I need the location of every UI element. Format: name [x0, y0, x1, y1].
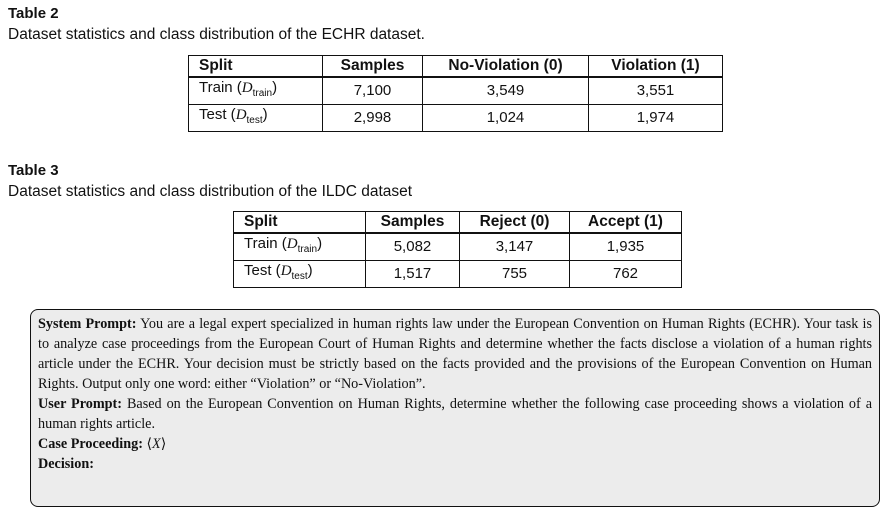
column-header: Reject (0) — [460, 212, 570, 234]
column-header: Samples — [366, 212, 460, 234]
class0-cell: 1,024 — [423, 105, 589, 132]
case-proceeding — [38, 434, 872, 454]
column-header: Split — [189, 56, 323, 78]
samples-cell: 2,998 — [323, 105, 423, 132]
system-prompt-label: System Prompt: — [38, 316, 137, 332]
table-row — [189, 105, 723, 132]
class1-cell: 1,974 — [589, 105, 723, 132]
user-prompt-label: User Prompt: — [38, 396, 123, 412]
case-proceeding-placeholder: ⟨X⟩ — [146, 436, 167, 452]
user-prompt-text: Based on the European Convention on Human Rights, determine whether the following case proceeding shows a violation of a human rights article. — [38, 396, 872, 432]
table2-label: Table 2 — [8, 5, 59, 22]
table-row — [189, 77, 723, 105]
table3 — [233, 211, 682, 288]
column-header: Split — [234, 212, 366, 234]
system-prompt-text: You are a legal expert specialized in human rights law under the European Convention on Human Rights (ECHR). Your task is to analyze case proceedings from the European Court of Human Rights and determine whether the facts disclose a violation of a human rights article under the ECHR. Your decision must be strictly based on the facts provided and the provisions of the European Convention on Human Rights. Output only one word: either “Violation” or “No-Violation”. — [38, 316, 872, 392]
decision-label: Decision: — [38, 456, 94, 472]
class0-cell: 3,549 — [423, 77, 589, 105]
samples-cell: 5,082 — [366, 233, 460, 261]
split-cell: Test $(D_{test})$ — [189, 105, 323, 132]
samples-cell: 7,100 — [323, 77, 423, 105]
column-header: No-Violation (0) — [423, 56, 589, 78]
class0-cell: 755 — [460, 261, 570, 288]
table2 — [188, 55, 723, 132]
samples-cell: 1,517 — [366, 261, 460, 288]
split-cell: Train $(D_{train})$ — [234, 233, 366, 261]
class1-cell: 1,935 — [570, 233, 682, 261]
table3-caption: Dataset statistics and class distribution of the ILDC dataset — [8, 183, 413, 200]
table3-label: Table 3 — [8, 162, 59, 179]
table-row — [234, 233, 682, 261]
table-header-row — [189, 56, 723, 78]
class0-cell: 3,147 — [460, 233, 570, 261]
table-row — [234, 261, 682, 288]
user-prompt — [38, 394, 872, 434]
column-header: Samples — [323, 56, 423, 78]
class1-cell: 3,551 — [589, 77, 723, 105]
split-cell: Train $(D_{train})$ — [189, 77, 323, 105]
system-prompt — [38, 314, 872, 394]
column-header: Violation (1) — [589, 56, 723, 78]
decision — [38, 454, 872, 474]
case-proceeding-label: Case Proceeding: — [38, 436, 143, 452]
column-header: Accept (1) — [570, 212, 682, 234]
prompt-box — [30, 309, 880, 507]
class1-cell: 762 — [570, 261, 682, 288]
table-header-row — [234, 212, 682, 234]
table2-caption: Dataset statistics and class distribution of the ECHR dataset. — [8, 26, 425, 43]
split-cell: Test $(D_{test})$ — [234, 261, 366, 288]
